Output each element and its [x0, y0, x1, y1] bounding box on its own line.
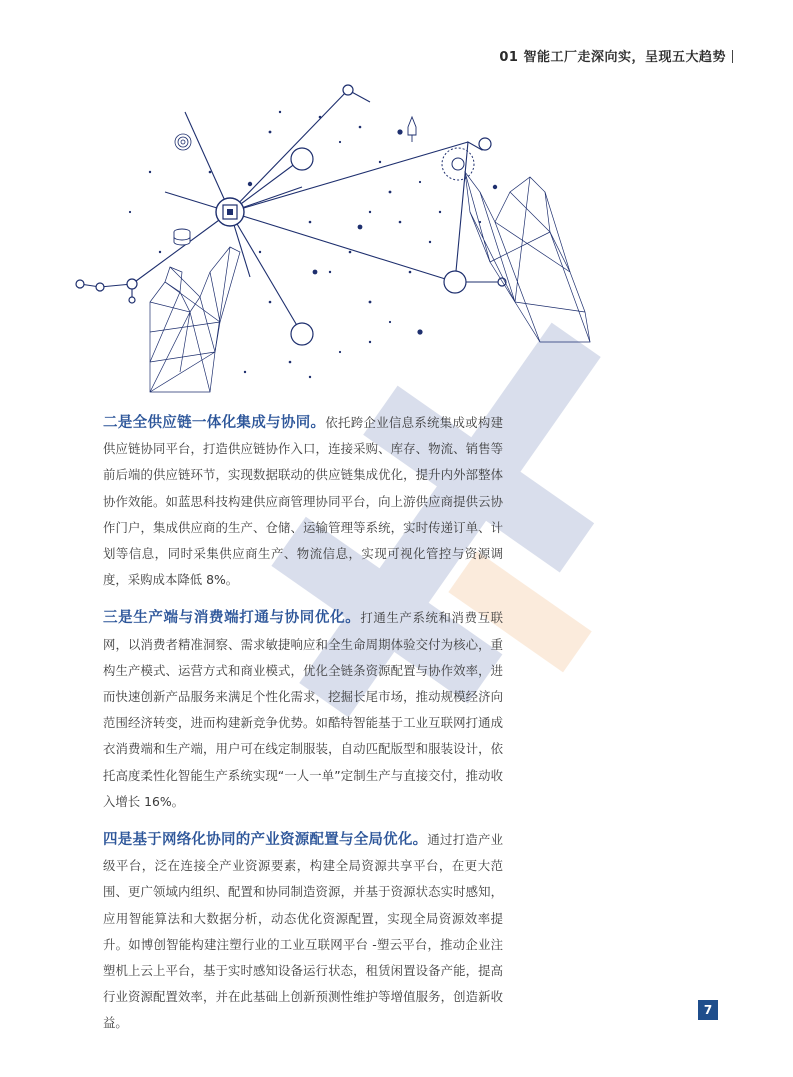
paragraph-production-consumption: [103, 605, 503, 815]
paragraph-lead: 四是基于网络化协同的产业资源配置与全局优化。: [103, 832, 428, 849]
body-content: [103, 410, 503, 1037]
left-hand-mesh: [150, 247, 240, 392]
page-number: 7: [698, 1000, 718, 1020]
paragraph-lead: 二是全供应链一体化集成与协同。: [103, 415, 326, 431]
chip-icon: [216, 198, 244, 226]
target-icon: [442, 148, 474, 180]
header-title: 01 智能工厂走深向实，呈现五大趋势: [499, 50, 726, 65]
paragraph-body: 依托跨企业信息系统集成或构建供应链协同平台，打造供应链协作入口，连接采购、库存、物流、销售等前后端的供应链环节，实现数据联动的供应链集成优化，提升内外部整体协作效能。如蓝思科技构建供应商管理协同平台，向上游供应商提供云协作门户，集成供应商的生产、仓储、运输管理等系统，实时传递订单、计划等信息，同时采集供应商生产、物流信息，实现可视化管控与资源调度，采购成本降低 8%。: [103, 415, 504, 588]
database-icon: [174, 229, 190, 245]
right-hand-mesh: [465, 172, 590, 342]
running-header: [499, 46, 733, 65]
network-hands-illustration: [70, 72, 600, 402]
paragraph-body: 打通生产系统和消费互联网，以消费者精准洞察、需求敏捷响应和全生命周期体验交付为核心，重构生产模式、运营方式和商业模式，优化全链条资源配置与协作效率，进而快速创新产品服务来满足个性化需求，挖掘长尾市场，推动规模经济向范围经济转变，进而构建新竞争优势。如酷特智能基于工业互联网打通成衣消费端和生产端，用户可在线定制服装，自动匹配版型和服装设计，依托高度柔性化智能生产系统实现“一人一单”定制生产与直接交付，推动收入增长 16%。: [103, 610, 504, 809]
paragraph-body: 通过打造产业级平台，泛在连接全产业资源要素，构建全局资源共享平台，在更大范围、更广领域内组织、配置和协同制造资源，并基于资源状态实时感知，应用智能算法和大数据分析，动态优化资源配置，实现全局资源效率提升。如博创智能构建注塑行业的工业互联网平台 -塑云平台，推动企业注塑机上云上平台，基于实时感知设备运行状态，租赁闲置设备产能，提高行业资源配置效率，并在此基础上创新预测性维护等增值服务，创造新收益。: [103, 832, 503, 1031]
rocket-icon: [408, 117, 416, 142]
paragraph-supply-chain: [103, 410, 503, 593]
paragraph-resource-allocation: [103, 827, 503, 1037]
fingerprint-icon: [175, 134, 191, 150]
header-divider: [732, 50, 733, 63]
paragraph-lead: 三是生产端与消费端打通与协同优化。: [103, 610, 361, 627]
